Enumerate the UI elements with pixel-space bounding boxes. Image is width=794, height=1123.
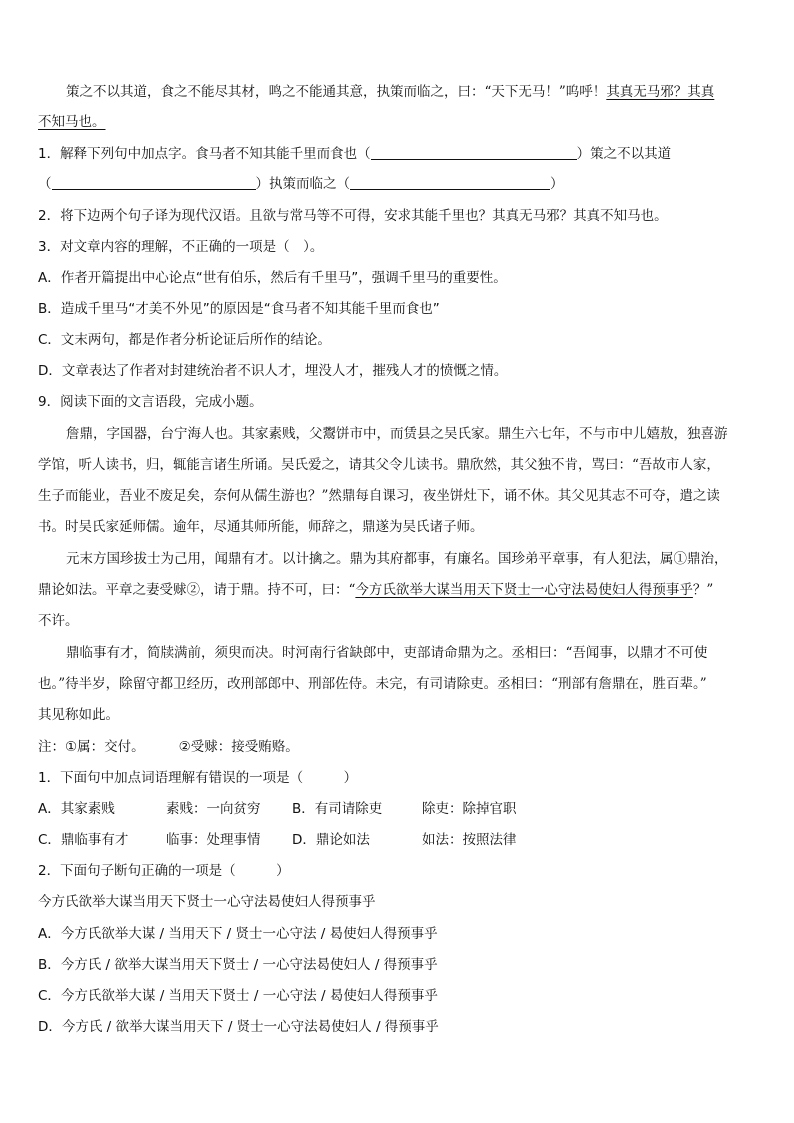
passage2-p2-text: 鼎论如法。平章之妻受赇②，请于鼎。持不可，曰：“ [38,582,356,598]
question-1 [38,144,758,164]
passage2-p1-line4: 书。时吴氏家延师儒。逾年，尽通其师所能，师辞之，鼎遂为吴氏诸子师。 [38,519,484,535]
notes [38,737,758,757]
question-3-option-b: B．造成千里马“才美不外见”的原因是“食马者不知其能千里而食也” [38,301,440,317]
passage2-p1-line2: 学馆，听人读书，归，辄能言诸生所诵。吴氏爱之，请其父令儿读书。鼎欣然，其父独不肯，骂曰：“吾故市人家， [38,457,720,473]
subquestion-1-row-cd [38,830,758,850]
answer-blank-2[interactable] [52,175,256,190]
passage1-underlined-end: 不知马也。 [38,114,106,130]
question-3-option-a: A．作者开篇提出中心论点“世有伯乐，然后有千里马”，强调千里马的重要性。 [38,270,507,286]
passage2-underlined-sentence: 今方氏欲举大谋当用天下贤士一心守法曷使妇人得预事乎 [355,582,693,598]
subquestion-1-option-a-gloss: 素贱：一向贫穷 [166,801,261,817]
passage2-p1-line1: 詹鼎，字国器，台宁海人也。其家素贱，父鬻饼市中，而赁县之吴氏家。鼎生六七年，不与市中儿嬉敖，独喜游 [66,426,728,442]
passage2-p1-line3: 生子而能业，吾业不废足矣，奈何从儒生游也？”然鼎每自课习，夜坐饼灶下，诵不休。其父见其志不可夺，遣之读 [38,488,720,504]
question-1-text-c: （ [38,176,52,192]
passage2-p2-text-end: ？” [692,582,714,598]
question-9-title: 9．阅读下面的文言语段，完成小题。 [38,394,263,410]
subquestion-1-option-b-gloss: 除吏：除掉官职 [422,801,517,817]
passage2-p3-line2: 也。”待半岁，除留守都卫经历，改刑部郎中、刑部佐侍。未完，有司请除吏。丞相曰：“刑部有詹鼎在，胜百辈。” [38,676,707,692]
subquestion-1-stem: 1．下面句中加点词语理解有错误的一项是（ ） [38,770,358,786]
passage1-line2 [38,112,758,132]
subquestion-1-option-c-gloss: 临事：处理事情 [166,832,261,848]
passage1-underlined: 其真无马邪？其真 [606,84,715,100]
subquestion-2-option-c: C．今方氏欲举大谋 / 当用天下贤士 / 一心守法 / 曷使妇人得预事乎 [38,988,438,1004]
question-2: 2．将下边两个句子译为现代汉语。且欲与常马等不可得，安求其能千里也？其真无马邪？其真不知马也。 [38,208,668,224]
subquestion-1-option-a: A．其家素贱 [38,801,115,817]
subquestion-1-option-d-gloss: 如法：按照法律 [422,832,517,848]
answer-blank-1[interactable] [371,145,577,160]
subquestion-1-option-b: B．有司请除吏 [292,801,383,817]
passage1-text: 策之不以其道，食之不能尽其材，鸣之不能通其意，执策而临之，曰：“天下无马！”呜呼！ [66,84,607,100]
question-3-stem: 3．对文章内容的理解，不正确的一项是（ ）。 [38,239,324,255]
subquestion-2-option-a: A．今方氏欲举大谋 / 当用天下 / 贤士一心守法 / 曷使妇人得预事乎 [38,926,438,942]
question-3-option-c: C．文末两句，都是作者分析论证后所作的结论。 [38,332,331,348]
subquestion-2-sentence: 今方氏欲举大谋当用天下贤士一心守法曷使妇人得预事乎 [38,894,376,910]
subquestion-2-option-b: B．今方氏 / 欲举大谋当用天下贤士 / 一心守法曷使妇人 / 得预事乎 [38,957,438,973]
subquestion-2-stem: 2．下面句子断句正确的一项是（ ） [38,863,290,879]
passage2-p2-line3: 不许。 [38,613,79,629]
subquestion-1-option-d: D．鼎论如法 [292,832,370,848]
subquestion-1-option-c: C．鼎临事有才 [38,832,129,848]
passage2-p2-line2 [38,580,758,600]
note-2: ②受赇：接受贿赂。 [178,739,299,755]
passage2-p3-line1: 鼎临事有才，简牍满前，须臾而决。时河南行省缺郎中，吏部请命鼎为之。丞相曰：“吾闻事，以鼎才不可使 [66,645,708,661]
question-1-text-d: ）执策而临之（ [255,176,350,192]
question-1-text-e: ） [550,176,564,192]
passage2-p3-line3: 其见称如此。 [38,707,119,723]
passage2-p2-line1: 元末方国珍拔士为己用，闻鼎有才。以计擒之。鼎为其府都事，有廉名。国珍弟平章事，有人犯法，属①鼎治， [66,551,728,567]
question-1-text: 1．解释下列句中加点字。食马者不知其能千里而食也（ [38,146,371,162]
subquestion-2-option-d: D．今方氏 / 欲举大谋当用天下 / 贤士一心守法曷使妇人 / 得预事乎 [38,1019,439,1035]
answer-blank-3[interactable] [350,175,550,190]
question-1-text-b: ）策之不以其道 [576,146,672,162]
note-1: 注：①属：交付。 [38,739,145,755]
passage1-line1 [66,82,786,102]
question-1-cont [38,174,758,194]
subquestion-1-row-ab [38,799,758,819]
question-3-option-d: D．文章表达了作者对封建统治者不识人才，埋没人才，摧残人才的愤慨之情。 [38,363,508,379]
